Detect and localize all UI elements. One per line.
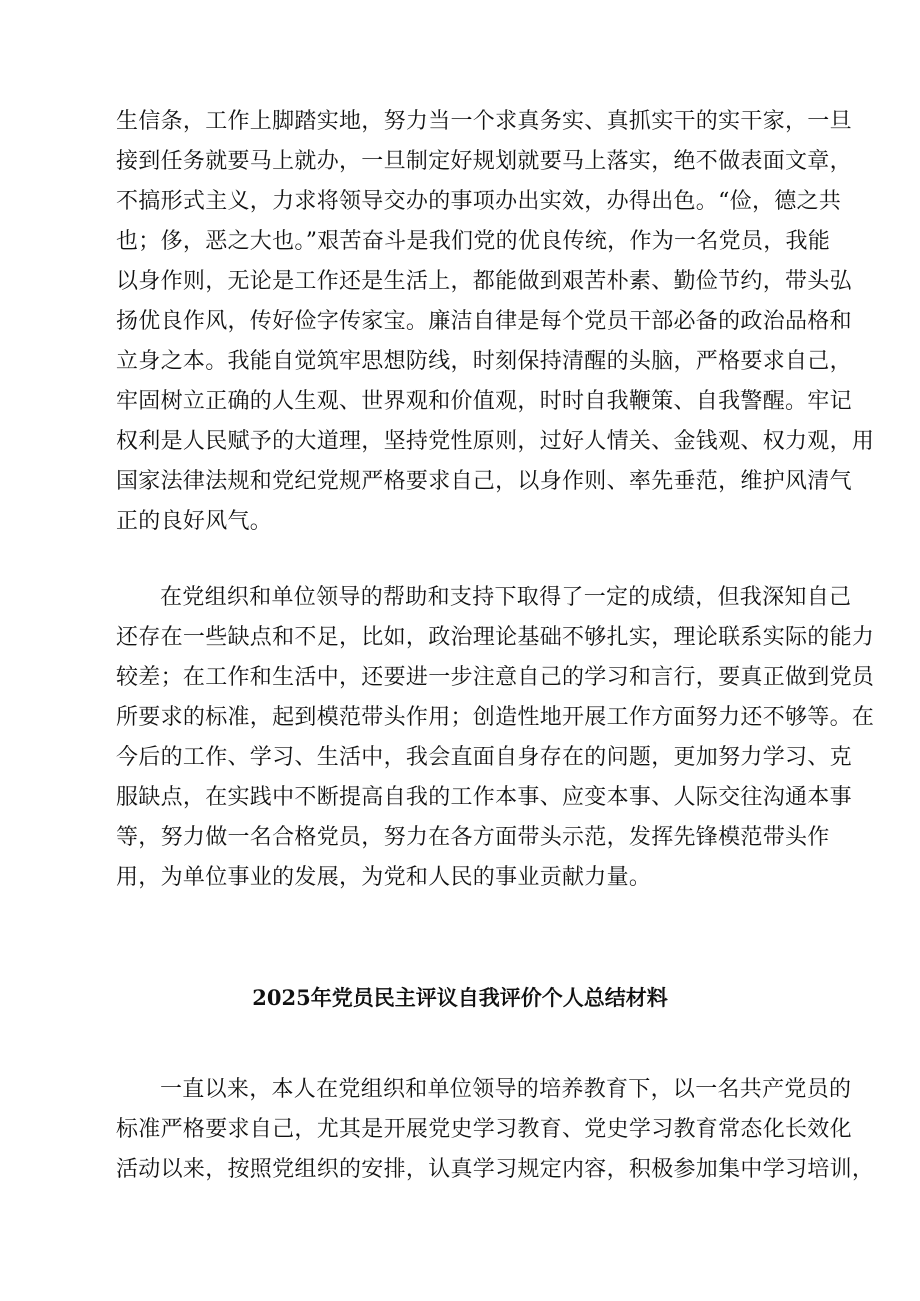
text-line: 也；侈，恶之大也。”艰苦奋斗是我们党的优良传统，作为一名党员，我能 — [116, 229, 831, 254]
text-line: 在党组织和单位领导的帮助和支持下取得了一定的成绩，但我深知自己 — [160, 585, 852, 610]
text-line: 扬优良作风，传好俭字传家宝。廉洁自律是每个党员干部必备的政治品格和 — [116, 309, 852, 334]
text-line: 等，努力做一名合格党员，努力在各方面带头示范，发挥先锋模范带头作 — [116, 825, 830, 850]
text-line: 牢固树立正确的人生观、世界观和价值观，时时自我鞭策、自我警醒。牢记 — [116, 389, 852, 414]
text-line: 活动以来，按照党组织的安排，认真学习规定内容，积极参加集中学习培训， — [116, 1157, 875, 1182]
text-line: 立身之本。我能自觉筑牢思想防线，时刻保持清醒的头脑，严格要求自己， — [116, 349, 852, 374]
text-line: 标准严格要求自己，尤其是开展党史学习教育、党史学习教育常态化长效化 — [116, 1117, 852, 1142]
text-line: 用，为单位事业的发展，为党和人民的事业贡献力量。 — [116, 865, 652, 890]
text-line: 还存在一些缺点和不足，比如，政治理论基础不够扎实，理论联系实际的能力 — [116, 625, 875, 650]
text-line: 国家法律法规和党纪党规严格要求自己，以身作则、率先垂范，维护风清气 — [116, 469, 852, 494]
text-line: 服缺点，在实践中不断提高自我的工作本事、应变本事、人际交往沟通本事 — [116, 785, 852, 810]
text-line: 以身作则，无论是工作还是生活上，都能做到艰苦朴素、勤俭节约，带头弘 — [116, 269, 852, 294]
text-line: 今后的工作、学习、生活中，我会直面自身存在的问题，更加努力学习、克 — [116, 745, 852, 770]
text-line: 不搞形式主义，力求将领导交办的事项办出实效，办得出色。“俭，德之共 — [116, 189, 842, 214]
text-line: 较差；在工作和生活中，还要进一步注意自己的学习和言行，要真正做到党员 — [116, 665, 875, 690]
text-line: 权利是人民赋予的大道理，坚持党性原则，过好人情关、金钱观、权力观，用 — [116, 429, 875, 454]
text-line: 正的良好风气。 — [116, 509, 273, 534]
text-line: 一直以来，本人在党组织和单位领导的培养教育下，以一名共产党员的 — [160, 1077, 852, 1102]
text-line: 接到任务就要马上就办，一旦制定好规划就要马上落实，绝不做表面文章， — [116, 149, 852, 174]
section-title: 2025年党员民主评议自我评价个人总结材料 — [252, 985, 668, 1010]
text-line: 所要求的标准，起到模范带头作用；创造性地开展工作方面努力还不够等。在 — [116, 705, 875, 730]
text-line: 生信条，工作上脚踏实地，努力当一个求真务实、真抓实干的实干家，一旦 — [116, 109, 852, 134]
